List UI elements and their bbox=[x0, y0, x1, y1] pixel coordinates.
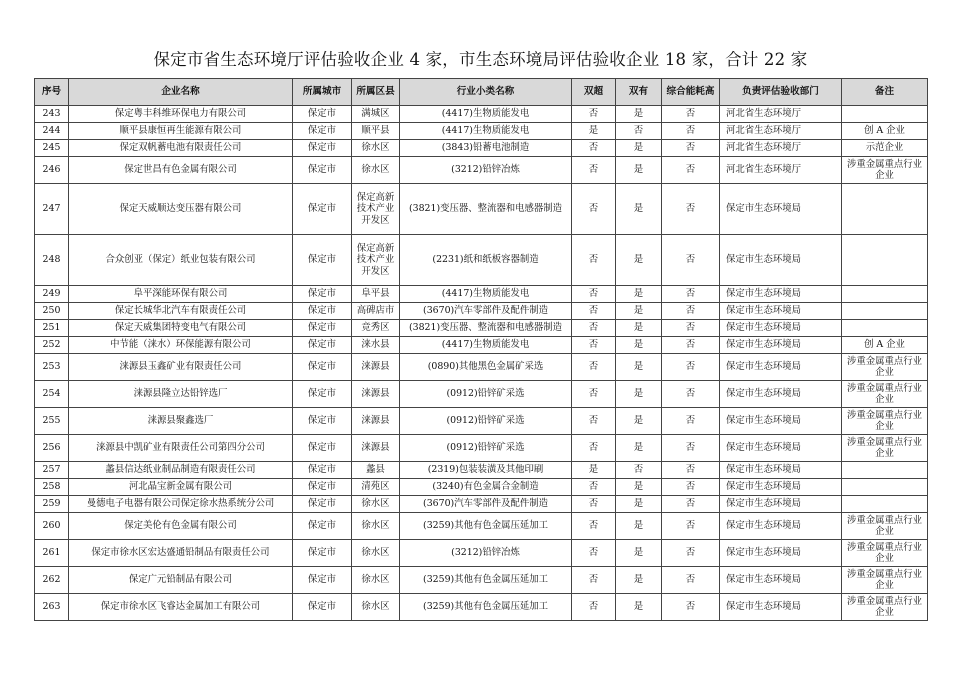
cell-shuangchao: 否 bbox=[572, 479, 616, 496]
cell-shuangyou: 是 bbox=[616, 513, 662, 540]
cell-shuangchao: 是 bbox=[572, 462, 616, 479]
cell-name: 涞源县隆立达铅锌选厂 bbox=[69, 381, 293, 408]
cell-shuangchao: 否 bbox=[572, 320, 616, 337]
table-row bbox=[35, 567, 928, 594]
cell-no: 250 bbox=[35, 303, 69, 320]
cell-city: 保定市 bbox=[293, 286, 352, 303]
cell-remark: 涉重金属重点行业企业 bbox=[842, 435, 928, 462]
table-row bbox=[35, 435, 928, 462]
cell-shuangchao: 否 bbox=[572, 435, 616, 462]
cell-remark: 涉重金属重点行业企业 bbox=[842, 354, 928, 381]
cell-remark: 创 A 企业 bbox=[842, 123, 928, 140]
cell-remark: 涉重金属重点行业企业 bbox=[842, 540, 928, 567]
cell-shuangyou: 否 bbox=[616, 123, 662, 140]
cell-shuangyou: 是 bbox=[616, 303, 662, 320]
cell-remark bbox=[842, 303, 928, 320]
cell-dept: 河北省生态环境厅 bbox=[720, 106, 842, 123]
cell-shuangyou: 是 bbox=[616, 320, 662, 337]
cell-name: 保定天威集团特变电气有限公司 bbox=[69, 320, 293, 337]
cell-energy: 否 bbox=[662, 320, 720, 337]
cell-energy: 否 bbox=[662, 496, 720, 513]
cell-name: 保定天威顺达变压器有限公司 bbox=[69, 184, 293, 235]
cell-shuangyou: 是 bbox=[616, 496, 662, 513]
cell-shuangchao: 否 bbox=[572, 408, 616, 435]
table-row bbox=[35, 408, 928, 435]
cell-shuangchao: 否 bbox=[572, 354, 616, 381]
cell-shuangchao: 否 bbox=[572, 235, 616, 286]
table-row bbox=[35, 184, 928, 235]
table-row bbox=[35, 462, 928, 479]
cell-county: 蠡县 bbox=[352, 462, 400, 479]
cell-city: 保定市 bbox=[293, 106, 352, 123]
cell-name: 保定广元铅制品有限公司 bbox=[69, 567, 293, 594]
cell-shuangyou: 是 bbox=[616, 235, 662, 286]
cell-shuangyou: 是 bbox=[616, 286, 662, 303]
table-row bbox=[35, 594, 928, 621]
cell-remark bbox=[842, 479, 928, 496]
cell-name: 保定市徐水区宏达盛通铅制品有限责任公司 bbox=[69, 540, 293, 567]
cell-dept: 保定市生态环境局 bbox=[720, 496, 842, 513]
cell-city: 保定市 bbox=[293, 435, 352, 462]
cell-shuangchao: 否 bbox=[572, 381, 616, 408]
cell-industry: (3670)汽车零部件及配件制造 bbox=[400, 303, 572, 320]
cell-dept: 保定市生态环境局 bbox=[720, 303, 842, 320]
cell-energy: 否 bbox=[662, 354, 720, 381]
cell-shuangyou: 是 bbox=[616, 408, 662, 435]
cell-remark: 涉重金属重点行业企业 bbox=[842, 513, 928, 540]
table-row bbox=[35, 337, 928, 354]
cell-county: 徐水区 bbox=[352, 594, 400, 621]
cell-energy: 否 bbox=[662, 184, 720, 235]
cell-industry: (3259)其他有色金属压延加工 bbox=[400, 594, 572, 621]
cell-county: 涞源县 bbox=[352, 435, 400, 462]
enterprise-table bbox=[34, 78, 928, 621]
cell-remark: 涉重金属重点行业企业 bbox=[842, 157, 928, 184]
cell-dept: 保定市生态环境局 bbox=[720, 462, 842, 479]
cell-no: 248 bbox=[35, 235, 69, 286]
cell-county: 涞水县 bbox=[352, 337, 400, 354]
cell-county: 徐水区 bbox=[352, 140, 400, 157]
cell-shuangyou: 是 bbox=[616, 567, 662, 594]
cell-county: 保定高新技术产业开发区 bbox=[352, 184, 400, 235]
cell-dept: 保定市生态环境局 bbox=[720, 540, 842, 567]
table-row bbox=[35, 540, 928, 567]
cell-shuangyou: 是 bbox=[616, 106, 662, 123]
cell-energy: 否 bbox=[662, 381, 720, 408]
cell-county: 徐水区 bbox=[352, 540, 400, 567]
cell-name: 保定双帆蓄电池有限责任公司 bbox=[69, 140, 293, 157]
cell-shuangchao: 否 bbox=[572, 594, 616, 621]
header-cell-name: 企业名称 bbox=[69, 79, 293, 106]
header-cell-shuangyou: 双有 bbox=[616, 79, 662, 106]
cell-dept: 保定市生态环境局 bbox=[720, 567, 842, 594]
cell-energy: 否 bbox=[662, 479, 720, 496]
cell-shuangyou: 是 bbox=[616, 435, 662, 462]
table-body bbox=[35, 106, 928, 621]
cell-no: 246 bbox=[35, 157, 69, 184]
cell-industry: (2231)纸和纸板容器制造 bbox=[400, 235, 572, 286]
cell-name: 合众创亚（保定）纸业包装有限公司 bbox=[69, 235, 293, 286]
cell-city: 保定市 bbox=[293, 184, 352, 235]
header-cell-dept: 负责评估验收部门 bbox=[720, 79, 842, 106]
header-cell-county: 所属区县 bbox=[352, 79, 400, 106]
cell-shuangyou: 是 bbox=[616, 354, 662, 381]
cell-county: 阜平县 bbox=[352, 286, 400, 303]
cell-energy: 否 bbox=[662, 435, 720, 462]
cell-industry: (3259)其他有色金属压延加工 bbox=[400, 567, 572, 594]
cell-shuangyou: 是 bbox=[616, 184, 662, 235]
table-header bbox=[35, 79, 928, 106]
cell-no: 256 bbox=[35, 435, 69, 462]
cell-shuangyou: 否 bbox=[616, 462, 662, 479]
cell-city: 保定市 bbox=[293, 337, 352, 354]
cell-industry: (4417)生物质能发电 bbox=[400, 123, 572, 140]
cell-industry: (3843)铅蓄电池制造 bbox=[400, 140, 572, 157]
cell-name: 蠡县信达纸业制品制造有限责任公司 bbox=[69, 462, 293, 479]
cell-name: 保定美伦有色金属有限公司 bbox=[69, 513, 293, 540]
cell-city: 保定市 bbox=[293, 513, 352, 540]
header-cell-city: 所属城市 bbox=[293, 79, 352, 106]
cell-energy: 否 bbox=[662, 157, 720, 184]
cell-name: 保定长城华北汽车有限责任公司 bbox=[69, 303, 293, 320]
cell-remark bbox=[842, 235, 928, 286]
cell-dept: 保定市生态环境局 bbox=[720, 235, 842, 286]
cell-county: 徐水区 bbox=[352, 157, 400, 184]
cell-shuangyou: 是 bbox=[616, 381, 662, 408]
cell-energy: 否 bbox=[662, 567, 720, 594]
cell-city: 保定市 bbox=[293, 354, 352, 381]
cell-shuangchao: 否 bbox=[572, 496, 616, 513]
table-row bbox=[35, 286, 928, 303]
cell-county: 徐水区 bbox=[352, 513, 400, 540]
cell-energy: 否 bbox=[662, 123, 720, 140]
table-row bbox=[35, 381, 928, 408]
cell-shuangyou: 是 bbox=[616, 157, 662, 184]
cell-dept: 保定市生态环境局 bbox=[720, 184, 842, 235]
cell-remark bbox=[842, 106, 928, 123]
table-row bbox=[35, 320, 928, 337]
cell-remark: 创 A 企业 bbox=[842, 337, 928, 354]
cell-remark bbox=[842, 286, 928, 303]
cell-dept: 保定市生态环境局 bbox=[720, 594, 842, 621]
cell-city: 保定市 bbox=[293, 567, 352, 594]
cell-dept: 保定市生态环境局 bbox=[720, 435, 842, 462]
header-cell-remark: 备注 bbox=[842, 79, 928, 106]
cell-remark: 涉重金属重点行业企业 bbox=[842, 567, 928, 594]
cell-industry: (0912)铅锌矿采选 bbox=[400, 435, 572, 462]
cell-county: 徐水区 bbox=[352, 496, 400, 513]
cell-energy: 否 bbox=[662, 513, 720, 540]
cell-shuangchao: 否 bbox=[572, 567, 616, 594]
cell-no: 252 bbox=[35, 337, 69, 354]
cell-city: 保定市 bbox=[293, 540, 352, 567]
cell-dept: 保定市生态环境局 bbox=[720, 479, 842, 496]
cell-energy: 否 bbox=[662, 140, 720, 157]
table-row bbox=[35, 157, 928, 184]
cell-shuangyou: 是 bbox=[616, 337, 662, 354]
cell-no: 261 bbox=[35, 540, 69, 567]
cell-no: 247 bbox=[35, 184, 69, 235]
cell-no: 251 bbox=[35, 320, 69, 337]
cell-shuangyou: 是 bbox=[616, 540, 662, 567]
cell-city: 保定市 bbox=[293, 408, 352, 435]
cell-shuangchao: 否 bbox=[572, 337, 616, 354]
cell-energy: 否 bbox=[662, 540, 720, 567]
cell-name: 河北晶宝新金属有限公司 bbox=[69, 479, 293, 496]
cell-name: 涞源县玉鑫矿业有限责任公司 bbox=[69, 354, 293, 381]
cell-energy: 否 bbox=[662, 286, 720, 303]
cell-shuangchao: 否 bbox=[572, 513, 616, 540]
cell-energy: 否 bbox=[662, 408, 720, 435]
cell-name: 阜平深能环保有限公司 bbox=[69, 286, 293, 303]
cell-energy: 否 bbox=[662, 594, 720, 621]
header-cell-energy: 综合能耗高 bbox=[662, 79, 720, 106]
cell-dept: 保定市生态环境局 bbox=[720, 408, 842, 435]
cell-shuangyou: 是 bbox=[616, 479, 662, 496]
cell-no: 249 bbox=[35, 286, 69, 303]
cell-county: 清苑区 bbox=[352, 479, 400, 496]
cell-no: 258 bbox=[35, 479, 69, 496]
cell-dept: 河北省生态环境厅 bbox=[720, 123, 842, 140]
cell-shuangchao: 否 bbox=[572, 540, 616, 567]
cell-shuangchao: 否 bbox=[572, 303, 616, 320]
cell-city: 保定市 bbox=[293, 462, 352, 479]
cell-no: 254 bbox=[35, 381, 69, 408]
table-row bbox=[35, 106, 928, 123]
cell-county: 高碑店市 bbox=[352, 303, 400, 320]
cell-industry: (3821)变压器、整流器和电感器制造 bbox=[400, 320, 572, 337]
cell-industry: (3240)有色金属合金制造 bbox=[400, 479, 572, 496]
cell-city: 保定市 bbox=[293, 381, 352, 408]
cell-no: 253 bbox=[35, 354, 69, 381]
cell-dept: 河北省生态环境厅 bbox=[720, 157, 842, 184]
cell-city: 保定市 bbox=[293, 303, 352, 320]
cell-no: 257 bbox=[35, 462, 69, 479]
page-title: 保定市省生态环境厅评估验收企业 4 家，市生态环境局评估验收企业 18 家，合计 22 家 bbox=[153, 50, 808, 69]
cell-dept: 保定市生态环境局 bbox=[720, 513, 842, 540]
cell-name: 保定粤丰科维环保电力有限公司 bbox=[69, 106, 293, 123]
header-cell-no: 序号 bbox=[35, 79, 69, 106]
cell-shuangchao: 否 bbox=[572, 184, 616, 235]
cell-industry: (2319)包装装潢及其他印刷 bbox=[400, 462, 572, 479]
cell-industry: (3212)铅锌冶炼 bbox=[400, 157, 572, 184]
cell-remark: 示范企业 bbox=[842, 140, 928, 157]
cell-remark bbox=[842, 320, 928, 337]
cell-energy: 否 bbox=[662, 303, 720, 320]
cell-industry: (0912)铅锌矿采选 bbox=[400, 408, 572, 435]
table-row bbox=[35, 513, 928, 540]
cell-city: 保定市 bbox=[293, 157, 352, 184]
cell-shuangyou: 是 bbox=[616, 140, 662, 157]
cell-county: 涞源县 bbox=[352, 381, 400, 408]
cell-energy: 否 bbox=[662, 106, 720, 123]
cell-county: 满城区 bbox=[352, 106, 400, 123]
cell-industry: (0890)其他黑色金属矿采选 bbox=[400, 354, 572, 381]
cell-no: 259 bbox=[35, 496, 69, 513]
cell-dept: 保定市生态环境局 bbox=[720, 354, 842, 381]
header-cell-shuangchao: 双超 bbox=[572, 79, 616, 106]
cell-dept: 保定市生态环境局 bbox=[720, 337, 842, 354]
header-cell-industry: 行业小类名称 bbox=[400, 79, 572, 106]
cell-city: 保定市 bbox=[293, 123, 352, 140]
cell-name: 曼德电子电器有限公司保定徐水热系统分公司 bbox=[69, 496, 293, 513]
cell-shuangchao: 否 bbox=[572, 157, 616, 184]
cell-industry: (3821)变压器、整流器和电感器制造 bbox=[400, 184, 572, 235]
table-row bbox=[35, 123, 928, 140]
cell-shuangchao: 否 bbox=[572, 106, 616, 123]
cell-city: 保定市 bbox=[293, 140, 352, 157]
cell-city: 保定市 bbox=[293, 320, 352, 337]
cell-industry: (3670)汽车零部件及配件制造 bbox=[400, 496, 572, 513]
cell-energy: 否 bbox=[662, 462, 720, 479]
cell-industry: (3259)其他有色金属压延加工 bbox=[400, 513, 572, 540]
cell-industry: (4417)生物质能发电 bbox=[400, 337, 572, 354]
cell-dept: 保定市生态环境局 bbox=[720, 320, 842, 337]
cell-industry: (4417)生物质能发电 bbox=[400, 106, 572, 123]
cell-dept: 保定市生态环境局 bbox=[720, 286, 842, 303]
header-row bbox=[35, 79, 928, 106]
cell-dept: 保定市生态环境局 bbox=[720, 381, 842, 408]
cell-county: 竞秀区 bbox=[352, 320, 400, 337]
cell-remark: 涉重金属重点行业企业 bbox=[842, 381, 928, 408]
cell-name: 中节能（涞水）环保能源有限公司 bbox=[69, 337, 293, 354]
table-row bbox=[35, 303, 928, 320]
table-row bbox=[35, 235, 928, 286]
cell-no: 244 bbox=[35, 123, 69, 140]
cell-name: 保定世昌有色金属有限公司 bbox=[69, 157, 293, 184]
cell-county: 徐水区 bbox=[352, 567, 400, 594]
cell-shuangyou: 是 bbox=[616, 594, 662, 621]
cell-county: 顺平县 bbox=[352, 123, 400, 140]
cell-city: 保定市 bbox=[293, 235, 352, 286]
cell-name: 保定市徐水区飞睿达金属加工有限公司 bbox=[69, 594, 293, 621]
cell-name: 涞源县中凯矿业有限责任公司第四分公司 bbox=[69, 435, 293, 462]
cell-city: 保定市 bbox=[293, 496, 352, 513]
cell-remark bbox=[842, 496, 928, 513]
table-row bbox=[35, 140, 928, 157]
cell-name: 涞源县聚鑫选厂 bbox=[69, 408, 293, 435]
cell-industry: (4417)生物质能发电 bbox=[400, 286, 572, 303]
cell-energy: 否 bbox=[662, 235, 720, 286]
cell-name: 顺平县康恒再生能源有限公司 bbox=[69, 123, 293, 140]
cell-city: 保定市 bbox=[293, 479, 352, 496]
cell-city: 保定市 bbox=[293, 594, 352, 621]
table-row bbox=[35, 496, 928, 513]
cell-county: 保定高新技术产业开发区 bbox=[352, 235, 400, 286]
cell-no: 262 bbox=[35, 567, 69, 594]
cell-shuangchao: 否 bbox=[572, 286, 616, 303]
cell-remark: 涉重金属重点行业企业 bbox=[842, 594, 928, 621]
cell-no: 243 bbox=[35, 106, 69, 123]
table-row bbox=[35, 479, 928, 496]
cell-county: 涞源县 bbox=[352, 354, 400, 381]
cell-remark: 涉重金属重点行业企业 bbox=[842, 408, 928, 435]
cell-industry: (0912)铅锌矿采选 bbox=[400, 381, 572, 408]
cell-no: 245 bbox=[35, 140, 69, 157]
cell-remark bbox=[842, 462, 928, 479]
cell-shuangchao: 否 bbox=[572, 140, 616, 157]
cell-no: 260 bbox=[35, 513, 69, 540]
cell-county: 涞源县 bbox=[352, 408, 400, 435]
cell-shuangchao: 是 bbox=[572, 123, 616, 140]
cell-energy: 否 bbox=[662, 337, 720, 354]
cell-no: 255 bbox=[35, 408, 69, 435]
cell-no: 263 bbox=[35, 594, 69, 621]
cell-industry: (3212)铅锌冶炼 bbox=[400, 540, 572, 567]
cell-dept: 河北省生态环境厅 bbox=[720, 140, 842, 157]
cell-remark bbox=[842, 184, 928, 235]
table-row bbox=[35, 354, 928, 381]
